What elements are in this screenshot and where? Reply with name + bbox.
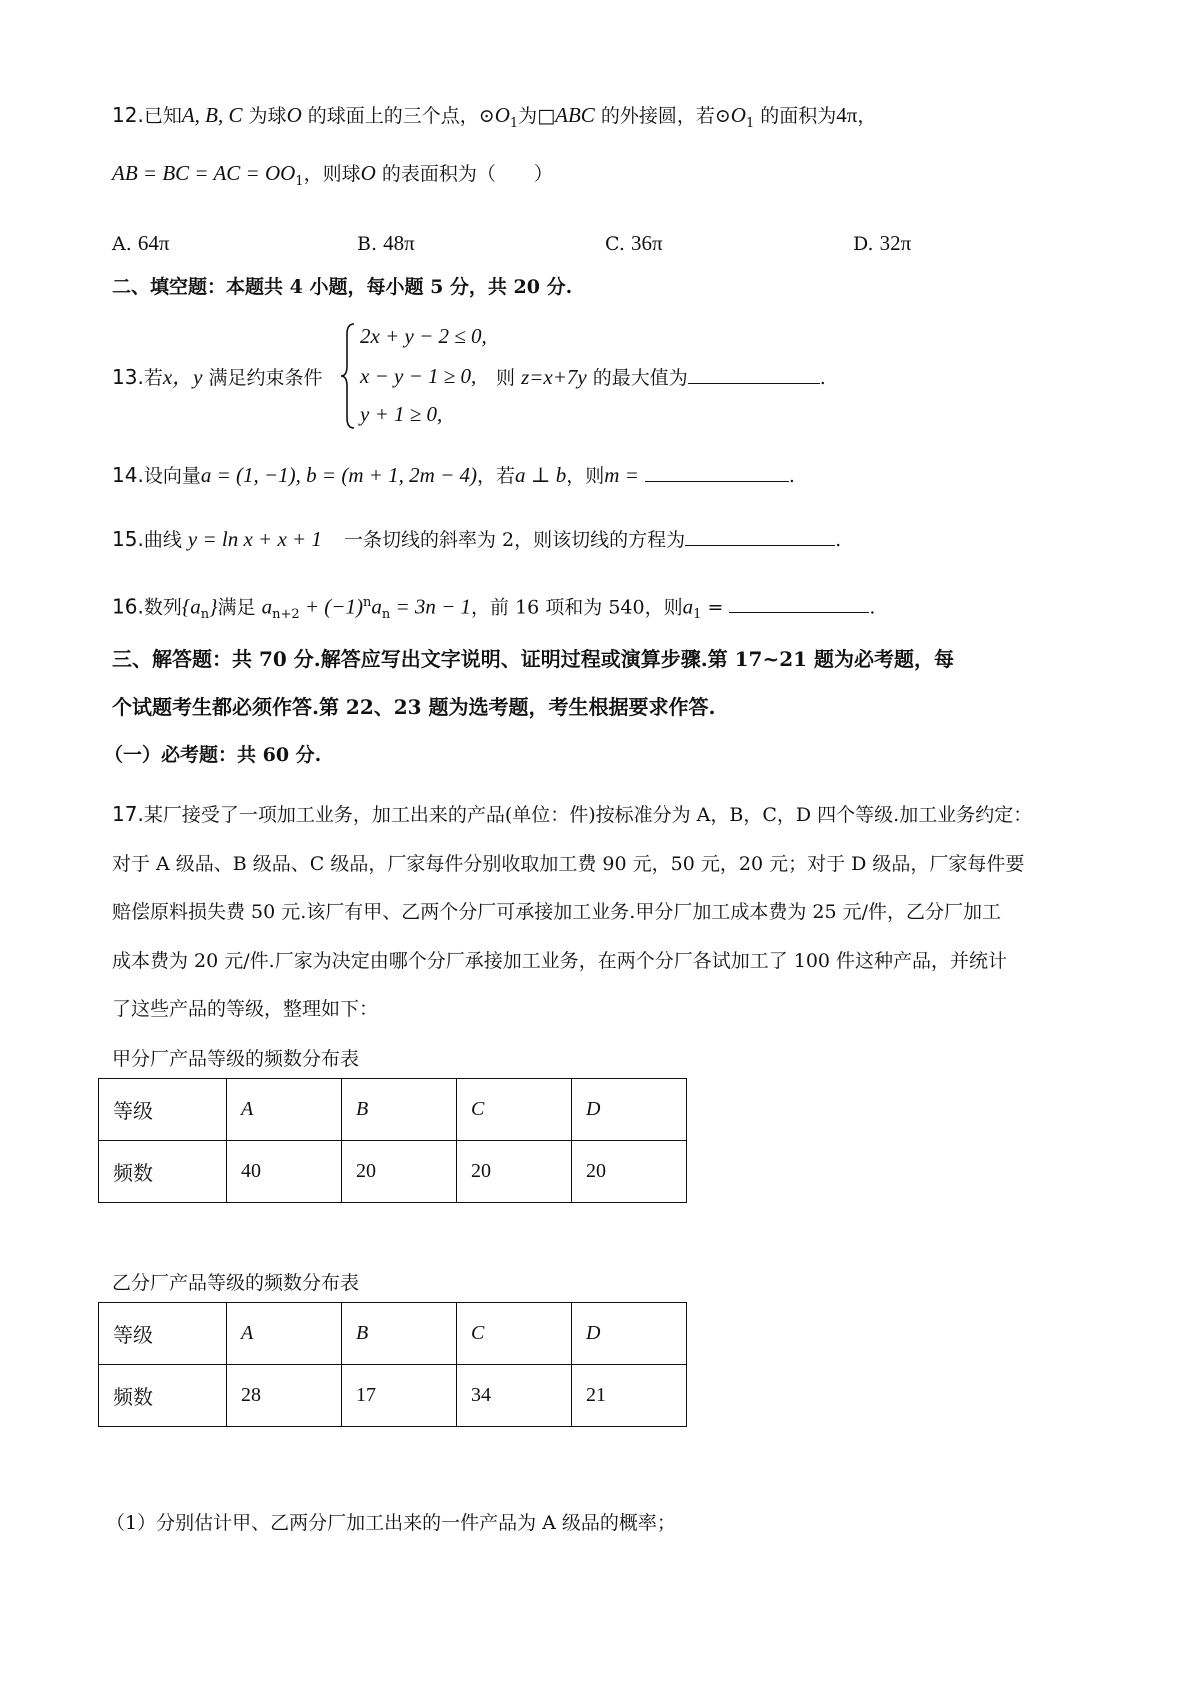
q15-text: 一条切线的斜率为 2，则该切线的方程为 bbox=[343, 529, 686, 551]
q12-text: 的球面上的三个点， bbox=[307, 105, 479, 127]
table-row bbox=[99, 1365, 687, 1427]
table-cell: 等级 bbox=[99, 1303, 227, 1365]
table-cell: 频数 bbox=[99, 1141, 227, 1203]
q12-text: 为 bbox=[518, 105, 538, 127]
table-cell: 34 bbox=[457, 1365, 572, 1427]
circle-symbol: ⊙ bbox=[478, 105, 495, 127]
q12-text: ，则球 bbox=[303, 163, 361, 185]
table-row bbox=[99, 1079, 687, 1141]
q14-text: 设向量 bbox=[143, 465, 201, 487]
q16-number: 16. bbox=[112, 594, 144, 619]
table-cell: A bbox=[227, 1079, 342, 1141]
q13-text: 则 bbox=[496, 367, 516, 389]
q12-text: 为球 bbox=[248, 105, 287, 127]
q13-line bbox=[112, 362, 323, 393]
q14-number: 14. bbox=[112, 463, 144, 487]
table-cell: 40 bbox=[227, 1141, 342, 1203]
constraint-1: 2x + y − 2 ≤ 0, bbox=[360, 324, 487, 348]
q12-equation: AB = BC = AC = OO bbox=[112, 161, 296, 185]
q16-a1: a bbox=[682, 594, 694, 619]
table-cell: C bbox=[457, 1303, 572, 1365]
missing-glyph-box: □ bbox=[537, 105, 556, 127]
q12-O1: O bbox=[494, 103, 510, 127]
table-cell: B bbox=[342, 1303, 457, 1365]
table-a bbox=[98, 1078, 687, 1203]
q12-area: 4π bbox=[836, 103, 858, 127]
table-row bbox=[99, 1303, 687, 1365]
q14-text: ，若 bbox=[477, 465, 516, 487]
q12-triangle-abc: ABC bbox=[555, 103, 595, 127]
table-cell: 频数 bbox=[99, 1365, 227, 1427]
answer-blank[interactable] bbox=[688, 363, 820, 384]
q17-paragraph-line: 17.某厂接受了一项加工业务，加工出来的产品(单位：件)按标准分为 A，B，C，D 四个等级.加工业务约定： bbox=[112, 802, 1033, 826]
q17-number: 17. bbox=[112, 802, 144, 826]
subscript: 1 bbox=[295, 173, 304, 189]
q12-text: ， bbox=[857, 105, 877, 127]
constraint-2: x − y − 1 ≥ 0, bbox=[360, 364, 477, 388]
q15-text: 曲线 bbox=[143, 529, 182, 551]
q16-text: ，前 16 项和为 540，则 bbox=[471, 596, 683, 619]
q13-objective: 则 z=x+7y 的最大值为 . bbox=[496, 365, 826, 389]
q14-perpendicular: a ⊥ b bbox=[515, 463, 567, 487]
q13-text: 若 bbox=[143, 367, 163, 389]
table-b-caption: 乙分厂产品等级的频数分布表 bbox=[112, 1272, 360, 1294]
q14-m: m = bbox=[604, 463, 639, 487]
q12-option-c: C. 36π bbox=[605, 231, 663, 255]
table-cell: 21 bbox=[572, 1365, 687, 1427]
table-cell: D bbox=[572, 1079, 687, 1141]
q12-line2 bbox=[112, 158, 553, 197]
answer-blank[interactable] bbox=[685, 525, 835, 546]
q17-paragraph-line: 对于 A 级品、B 级品、C 级品，厂家每件分别收取加工费 90 元，50 元，20 元；对于 D 级品，厂家每件要 bbox=[112, 853, 1025, 875]
q13-objective-fn: z=x+7y bbox=[521, 365, 587, 389]
table-a-caption: 甲分厂产品等级的频数分布表 bbox=[112, 1048, 360, 1070]
q14-vectors: a = (1, −1), b = (m + 1, 2m − 4) bbox=[200, 463, 477, 487]
q15-number: 15. bbox=[112, 527, 144, 551]
q12-option-b: B. 48π bbox=[357, 231, 415, 255]
q16-sequence: {a bbox=[181, 594, 201, 619]
q12-option-d: D. 32π bbox=[853, 231, 912, 255]
subscript: 1 bbox=[509, 115, 519, 131]
q12-sphere-O: O bbox=[360, 161, 376, 185]
section3-line2: 个试题考生都必须作答.第 22、23 题为选考题，考生根据要求作答. bbox=[112, 695, 716, 719]
q13-text: 满足约束条件 bbox=[208, 367, 323, 389]
table-cell: 20 bbox=[572, 1141, 687, 1203]
q16-relation: a bbox=[261, 594, 273, 619]
answer-blank[interactable] bbox=[729, 592, 869, 613]
q13-vars: x，y bbox=[162, 365, 203, 389]
constraint-3: y + 1 ≥ 0, bbox=[360, 402, 443, 426]
q16-line: 16.数列$\{a_n\}$满足 $a_{n+2} + (-1)^na_n = 3n - 1$，前 16 项和为 540，则$a_1$ = . bbox=[112, 594, 876, 623]
table-cell: 20 bbox=[457, 1141, 572, 1203]
table-cell: D bbox=[572, 1303, 687, 1365]
table-cell: A bbox=[227, 1303, 342, 1365]
table-cell: B bbox=[342, 1079, 457, 1141]
q17-paragraph-line: 成本费为 20 元/件.厂家为决定由哪个分厂承接加工业务，在两个分厂各试加工了 100 件这种产品，并统计 bbox=[112, 950, 1008, 972]
q14-line: 14.设向量a = (1, −1), b = (m + 1, 2m − 4)，若a ⊥ b，则m = . bbox=[112, 463, 795, 487]
q16-text: 满足 bbox=[217, 596, 256, 619]
table-cell: 等级 bbox=[99, 1079, 227, 1141]
q17-paragraph-line: 赔偿原料损失费 50 元.该厂有甲、乙两个分厂可承接加工业务.甲分厂加工成本费为 25 元/件，乙分厂加工 bbox=[112, 901, 1001, 923]
table-cell: C bbox=[457, 1079, 572, 1141]
q12-text: 的表面积为（ ） bbox=[381, 163, 553, 185]
table-cell: 20 bbox=[342, 1141, 457, 1203]
constraint-brace bbox=[338, 322, 358, 430]
table-cell: 28 bbox=[227, 1365, 342, 1427]
section3-line1: 三、解答题：共 70 分.解答应写出文字说明、证明过程或演算步骤.第 17~21 题为必考题，每 bbox=[112, 647, 955, 671]
q12-O1: O bbox=[730, 103, 746, 127]
q14-text: ，则 bbox=[566, 465, 605, 487]
subscript: 1 bbox=[745, 115, 755, 131]
q16-text: 数列 bbox=[143, 596, 182, 619]
q13-text: 的最大值为 bbox=[592, 367, 688, 389]
q17-part1: （1）分别估计甲、乙两分厂加工出来的一件产品为 A 级品的概率； bbox=[106, 1512, 676, 1534]
q12-option-a: A. 64π bbox=[112, 231, 170, 255]
q12-sphere-O: O bbox=[286, 103, 302, 127]
q12-number: 12. bbox=[112, 103, 144, 127]
section2-title: 二、填空题：本题共 4 小题，每小题 5 分，共 20 分. bbox=[112, 276, 573, 298]
q12-text: 已知 bbox=[143, 105, 182, 127]
table-b bbox=[98, 1302, 687, 1427]
q12-text: 的外接圆，若⊙ bbox=[600, 105, 731, 127]
section3-subtitle: （一）必考题：共 60 分. bbox=[104, 744, 322, 766]
q12-points: A, B, C bbox=[181, 103, 243, 127]
q12-line1 bbox=[112, 100, 876, 139]
q12-text: 的面积为 bbox=[760, 105, 837, 127]
q15-curve: y = ln x + x + 1 bbox=[187, 527, 322, 551]
table-cell: 17 bbox=[342, 1365, 457, 1427]
q15-line: 15.曲线 y = ln x + x + 1 一条切线的斜率为 2，则该切线的方程为 . bbox=[112, 527, 842, 551]
answer-blank[interactable] bbox=[645, 461, 789, 482]
q17-paragraph-line: 了这些产品的等级，整理如下： bbox=[112, 998, 379, 1020]
q13-number: 13. bbox=[112, 365, 144, 389]
table-row bbox=[99, 1141, 687, 1203]
